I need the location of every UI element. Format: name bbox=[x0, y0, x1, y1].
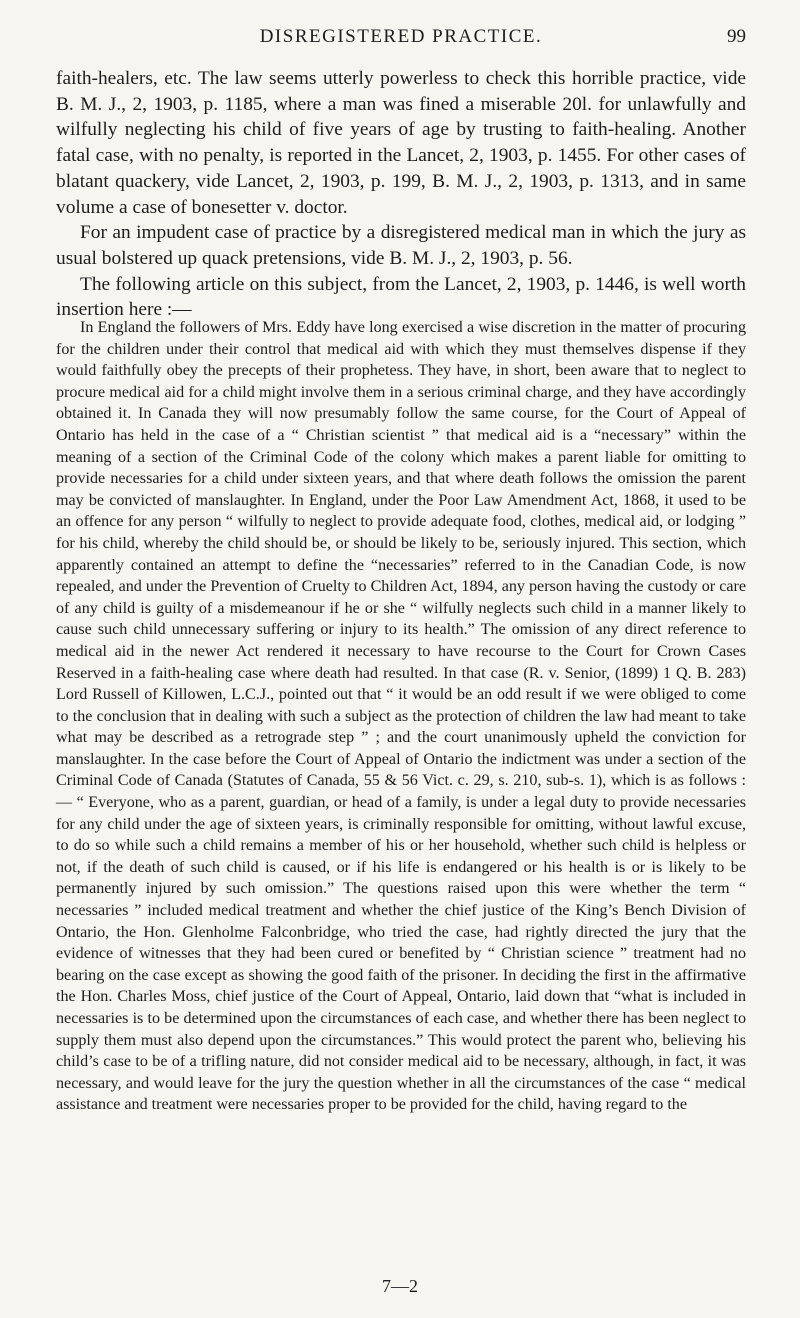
quoted-article bbox=[56, 317, 746, 1116]
running-title: DISREGISTERED PRACTICE. bbox=[259, 26, 543, 47]
body-text bbox=[56, 66, 746, 323]
body-paragraph-2: For an impudent case of practice by a disregistered medical man in which the jury as usual bolstered up quack pretensions, vide B. M. J., 2, 1903, p. 56. bbox=[56, 222, 746, 269]
signature-mark: 7—2 bbox=[382, 1276, 418, 1296]
quoted-article-text: In England the followers of Mrs. Eddy have long exercised a wise discretion in the matter of procuring for the children under their control that medical aid with which they must themselves dispense if they would faithfully obey the precepts of their prophetess. They have, in short, been aware that to neglect to procure medical aid for a child might involve them in a serious criminal charge, and they have accordingly obtained it. In Canada they will now presumably follow the same course, for the Court of Appeal of Ontario has held in the case of a “ Christian scientist ” that medical aid is a “necessary” within the meaning of a section of the Criminal Code of the colony which makes a parent liable for omitting to provide necessaries for a child under sixteen years, and that where death follows the omission the parent may be convicted of manslaughter. In England, under the Poor Law Amendment Act, 1868, it used to be an offence for any person “ wilfully to neglect to provide adequate food, clothes, medical aid, or lodging ” for his child, whereby the child should be, or should be likely to be, seriously injured. This section, which apparently contained an attempt to define the “necessaries” referred to in the Canadian Code, is now repealed, and under the Prevention of Cruelty to Children Act, 1894, any person having the custody or care of any child is guilty of a misdemeanour if he or she “ wilfully neglects such child in a manner likely to cause such child unnecessary suffering or injury to its health.” The omission of any direct reference to medical aid in the newer Act rendered it necessary to have recourse to the Court for Crown Cases Reserved in a faith-healing case where death had resulted. In that case (R. v. Senior, (1899) 1 Q. B. 283) Lord Russell of Killowen, L.C.J., pointed out that “ it would be an odd result if we were obliged to come to the conclusion that in dealing with such a subject as the protection of children the law had meant to take what may be described as a retrograde step ” ; and the court unanimously upheld the conviction for manslaughter. In the case before the Court of Appeal of Ontario the indictment was under a section of the Criminal Code of Canada (Statutes of Canada, 55 & 56 Vict. c. 29, s. 210, sub-s. 1), which is as follows :— “ Everyone, who as a parent, guardian, or head of a family, is under a legal duty to provide necessaries for any child under the age of sixteen years, is criminally responsible for omitting, without lawful excuse, to do so while such a child remains a member of his or her household, whether such child is helpless or not, if the death of such child is caused, or if his life is endangered or his health is or is likely to be permanently injured by such omission.” The questions raised upon this were whether the term “ necessaries ” included medical treatment and whether the chief justice of the King’s Bench Division of Ontario, the Hon. Glenholme Falconbridge, who tried the case, had rightly directed the jury that the evidence of witnesses that they had been cured or benefited by “ Christian science ” treatment had no bearing on the case except as showing the good faith of the prisoner. In deciding the first in the affirmative the Hon. Charles Moss, chief justice of the Court of Appeal, Ontario, laid down that “what is included in necessaries is to be determined upon the circumstances of each case, and whether there has been neglect to supply them must also depend upon the circumstances.” This would protect the parent who, believing his child’s case to be of a trifling nature, did not consider medical aid to be necessary, although, in fact, it was necessary, and would leave for the jury the question whether in all the circumstances of the case “ medical assistance and treatment were necessaries proper to be provided for the child, having regard to the bbox=[56, 319, 746, 1114]
body-paragraph-1: faith-healers, etc. The law seems utterly powerless to check this horrible practice, vide B. M. J., 2, 1903, p. 1185, where a man was fined a miserable 20l. for unlawfully and wilfully neglecting his child of five years of age by trusting to faith-healing. Another fatal case, with no penalty, is reported in the Lancet, 2, 1903, p. 1455. For other cases of blatant quackery, vide Lancet, 2, 1903, p. 199, B. M. J., 2, 1903, p. 1313, and in same volume a case of bonesetter v. doctor. bbox=[56, 68, 746, 218]
body-paragraph-3: The following article on this subject, from the Lancet, 2, 1903, p. 1446, is well worth insertion here :— bbox=[56, 273, 746, 321]
page-number: 99 bbox=[727, 26, 746, 47]
running-head bbox=[56, 26, 746, 54]
